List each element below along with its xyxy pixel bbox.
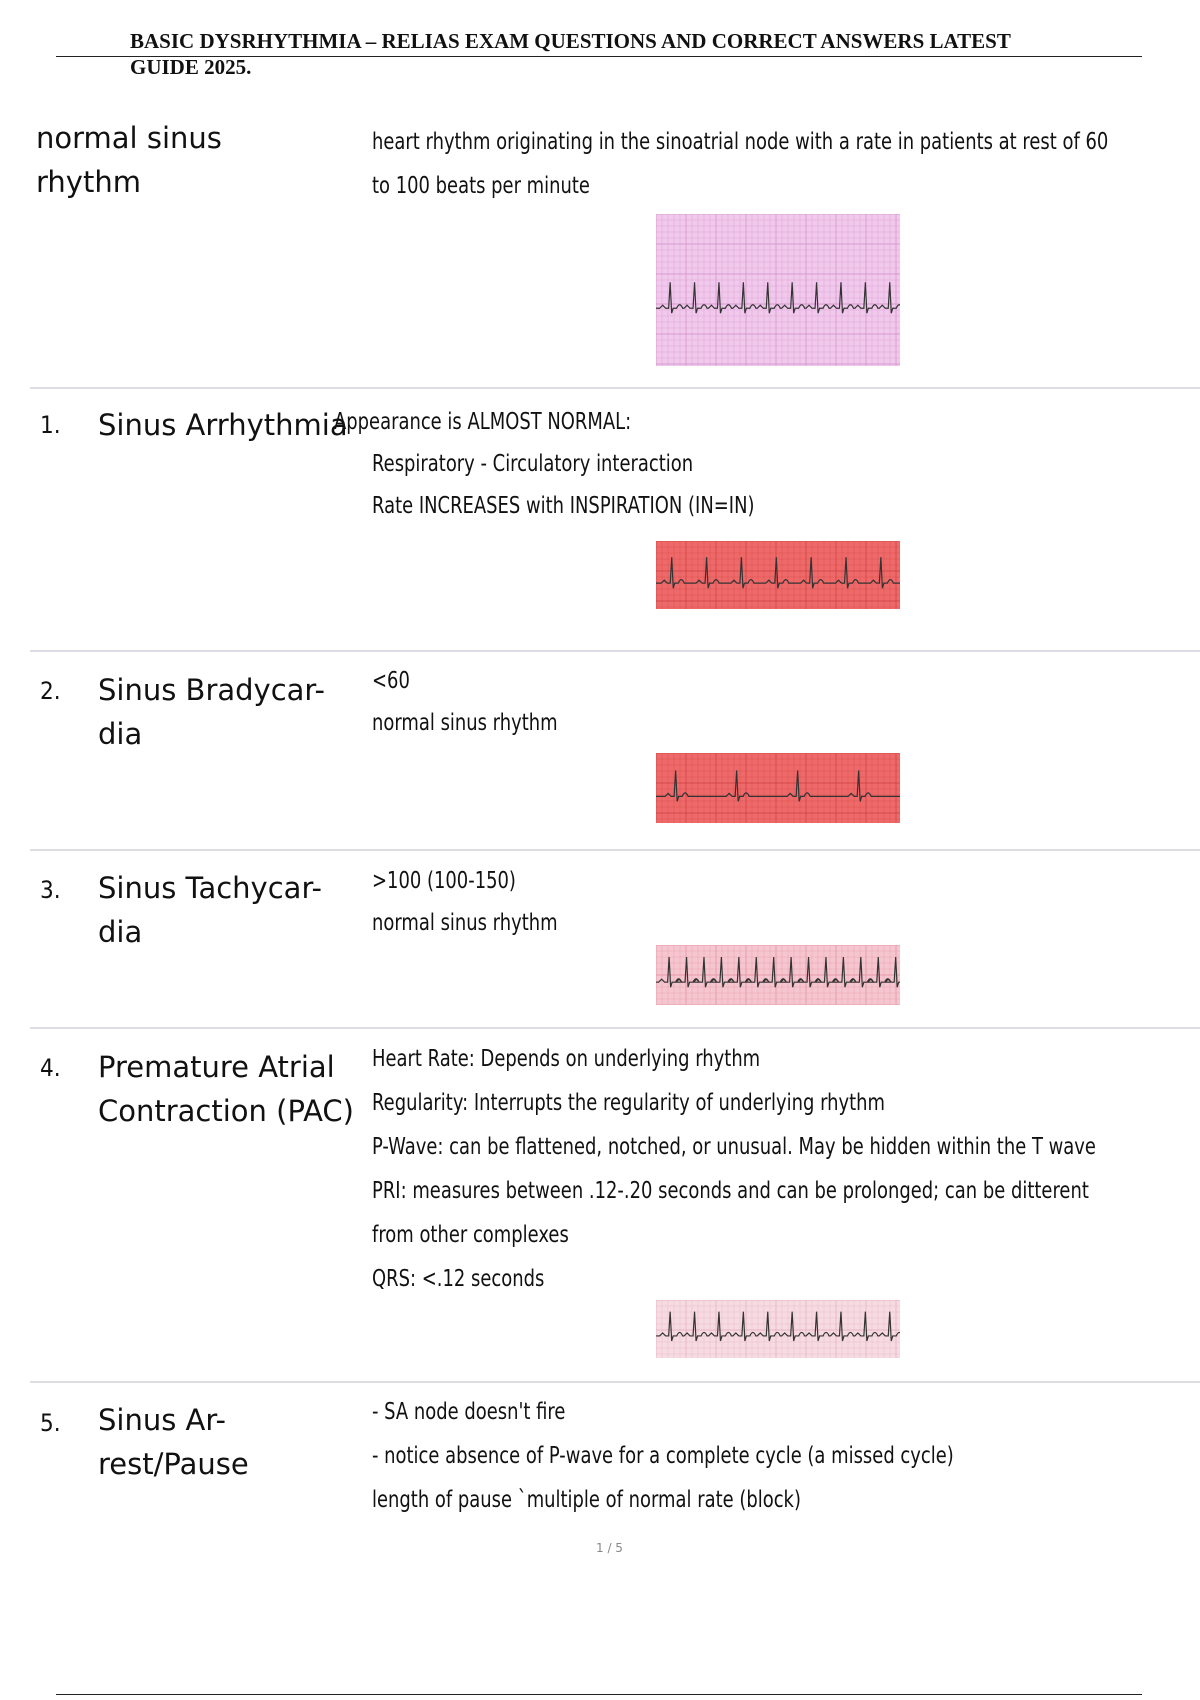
- definition-line: Respiratory - Circulatory interaction: [372, 451, 694, 477]
- item-number: 3.: [40, 876, 61, 904]
- definition-line: PRI: measures between .12-.20 seconds and can be prolonged; can be ditterent: [372, 1178, 1089, 1204]
- definition-line: Regularity: Interrupts the regularity of underlying rhythm: [372, 1090, 886, 1116]
- item-number: 1.: [40, 411, 61, 439]
- footer-rule: [56, 1694, 1142, 1695]
- term-premature-atrial-contraction: Premature Atrial Contraction (PAC): [98, 1050, 354, 1128]
- ecg-strip-normal-sinus-rhythm: [656, 214, 900, 366]
- term-sinus-arrest-pause: Sinus Ar- rest/Pause: [98, 1403, 249, 1481]
- definition-sinus-arrest-pause: [372, 1399, 954, 1531]
- definition-line: length of pause `multiple of normal rate (block): [372, 1487, 801, 1513]
- term-sinus-arrhythmia: Sinus Arrhythmia: [98, 408, 348, 442]
- document-header: BASIC DYSRHYTHMIA – RELIAS EXAM QUESTIONS AND CORRECT ANSWERS LATEST GUIDE 2025.: [130, 29, 1011, 79]
- definition-sinus-tachycardia: [372, 868, 558, 952]
- definition-line: >100 (100-150): [372, 868, 516, 894]
- ecg-strip-image: [656, 753, 900, 823]
- definition-line: P-Wave: can be flattened, notched, or unusual. May be hidden within the T wave: [372, 1134, 1096, 1160]
- ecg-strip-image: [656, 541, 900, 609]
- term-normal-sinus-rhythm: normal sinus rhythm: [36, 121, 222, 199]
- definition-line: normal sinus rhythm: [372, 710, 558, 736]
- header-rule: [56, 56, 1142, 57]
- term-sinus-bradycardia: Sinus Bradycar- dia: [98, 673, 325, 751]
- separator: [30, 387, 1200, 389]
- ecg-strip-sinus-bradycardia: [656, 753, 900, 823]
- definition-line: Heart Rate: Depends on underlying rhythm: [372, 1046, 761, 1072]
- ecg-strip-image: [656, 214, 900, 366]
- separator: [30, 1027, 1200, 1029]
- ecg-strip-sinus-arrhythmia: [656, 541, 900, 609]
- term-sinus-tachycardia: Sinus Tachycar- dia: [98, 871, 322, 949]
- separator: [30, 650, 1200, 652]
- definition-normal-sinus-rhythm: [372, 129, 1108, 217]
- definition-line: to 100 beats per minute: [372, 173, 590, 199]
- definition-line: Rate INCREASES with INSPIRATION (IN=IN): [372, 493, 755, 519]
- page-number: 1 / 5: [596, 1541, 623, 1555]
- definition-line: normal sinus rhythm: [372, 910, 558, 936]
- definition-sinus-bradycardia: [372, 668, 558, 752]
- ecg-strip-image: [656, 945, 900, 1005]
- item-number: 5.: [40, 1409, 61, 1437]
- ecg-strip-premature-atrial-contraction: [656, 1300, 900, 1358]
- definition-premature-atrial-contraction: [372, 1046, 1096, 1310]
- definition-line: <60: [372, 668, 410, 694]
- definition-line: QRS: <.12 seconds: [372, 1266, 545, 1292]
- item-number: 2.: [40, 677, 61, 705]
- definition-heading-sinus-arrhythmia: Appearance is ALMOST NORMAL:: [334, 409, 632, 435]
- ecg-strip-sinus-tachycardia: [656, 945, 900, 1005]
- definition-line: heart rhythm originating in the sinoatrial node with a rate in patients at rest of 60: [372, 129, 1109, 155]
- separator: [30, 1381, 1200, 1383]
- separator: [30, 849, 1200, 851]
- item-number: 4.: [40, 1054, 61, 1082]
- definition-sinus-arrhythmia: [372, 451, 755, 535]
- definition-line: from other complexes: [372, 1222, 569, 1248]
- definition-line: - SA node doesn't fire: [372, 1399, 566, 1425]
- definition-line: - notice absence of P-wave for a complete cycle (a missed cycle): [372, 1443, 954, 1469]
- ecg-strip-image: [656, 1300, 900, 1358]
